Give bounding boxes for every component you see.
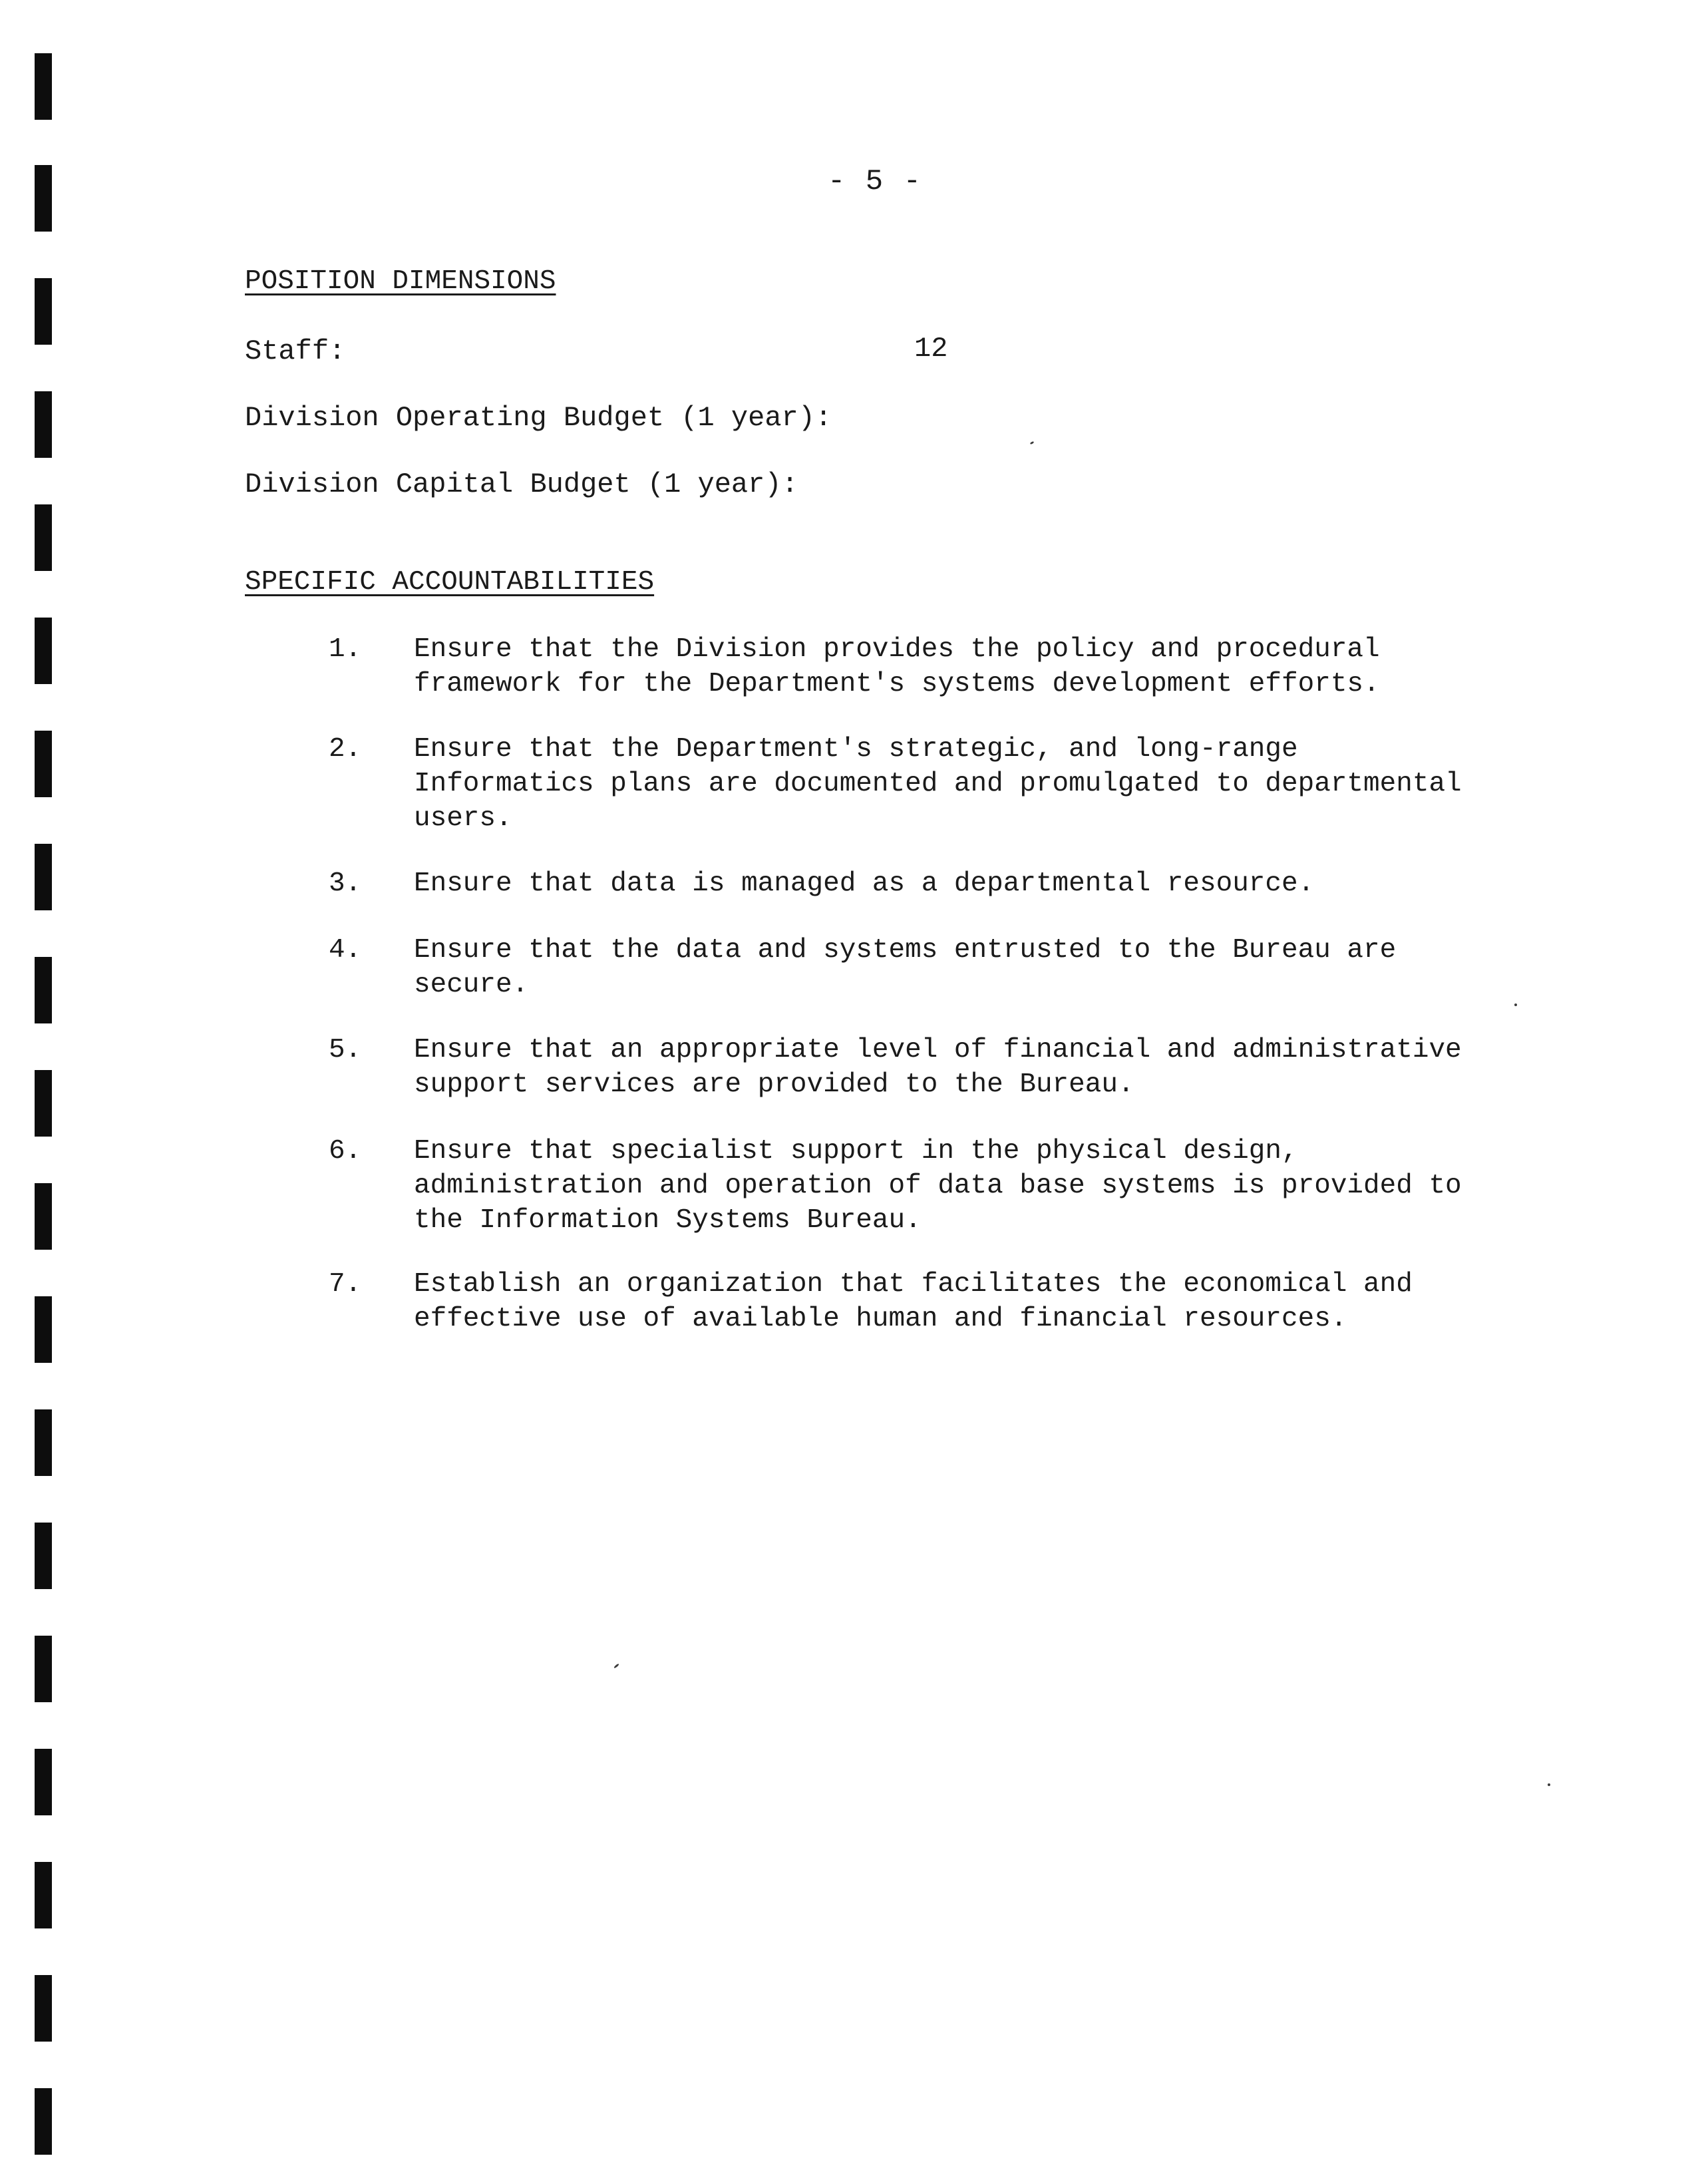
accountability-number: 3. (329, 868, 362, 899)
binding-mark (35, 278, 52, 345)
scan-speck (1514, 1003, 1517, 1006)
binding-mark (35, 731, 52, 797)
operating-budget-label: Division Operating Budget (1 year): (245, 402, 832, 434)
binding-mark (35, 53, 52, 120)
accountability-number: 7. (329, 1269, 362, 1300)
binding-mark (35, 1862, 52, 1928)
accountability-text: Ensure that specialist support in the physical design, administration and operation of data base systems is provided to the Information Systems Bureau. (414, 1136, 1462, 1236)
binding-marks (35, 0, 52, 2184)
scan-speck (1030, 441, 1035, 445)
binding-mark (35, 1975, 52, 2042)
binding-mark (35, 1749, 52, 1815)
accountability-number: 4. (329, 935, 362, 966)
binding-mark (35, 1183, 52, 1250)
binding-mark (35, 1409, 52, 1476)
accountability-text: Ensure that the data and systems entrusted to the Bureau are secure. (414, 935, 1397, 1000)
staff-value: 12 (914, 333, 948, 365)
accountability-number: 1. (329, 634, 362, 665)
binding-mark (35, 2088, 52, 2155)
accountability-number: 6. (329, 1136, 362, 1167)
page-number: - 5 - (828, 165, 923, 198)
binding-mark (35, 391, 52, 458)
binding-mark (35, 1070, 52, 1137)
accountability-number: 5. (329, 1035, 362, 1065)
capital-budget-label: Division Capital Budget (1 year): (245, 468, 798, 500)
accountability-text: Ensure that an appropriate level of financial and administrative support services are provided to the Bureau. (414, 1035, 1462, 1100)
scan-speck (1548, 1783, 1550, 1786)
position-dimensions-heading: POSITION DIMENSIONS (245, 266, 556, 297)
binding-mark (35, 844, 52, 910)
binding-mark (35, 618, 52, 684)
accountability-text: Ensure that the Department's strategic, and long-range Informatics plans are documented and promulgated to departmental users. (414, 734, 1462, 834)
binding-mark (35, 1523, 52, 1589)
staff-label: Staff: (245, 335, 346, 367)
binding-mark (35, 1636, 52, 1702)
binding-mark (35, 165, 52, 232)
accountability-number: 2. (329, 734, 362, 765)
accountability-text: Ensure that the Division provides the policy and procedural framework for the Department's systems development efforts. (414, 634, 1380, 699)
binding-mark (35, 504, 52, 571)
binding-mark (35, 1296, 52, 1363)
accountability-text: Establish an organization that facilitates the economical and effective use of available human and financial resources. (414, 1269, 1413, 1334)
scan-speck (613, 1663, 619, 1668)
specific-accountabilities-heading: SPECIFIC ACCOUNTABILITIES (245, 567, 655, 598)
accountability-text: Ensure that data is managed as a departmental resource. (414, 868, 1315, 899)
binding-mark (35, 957, 52, 1023)
